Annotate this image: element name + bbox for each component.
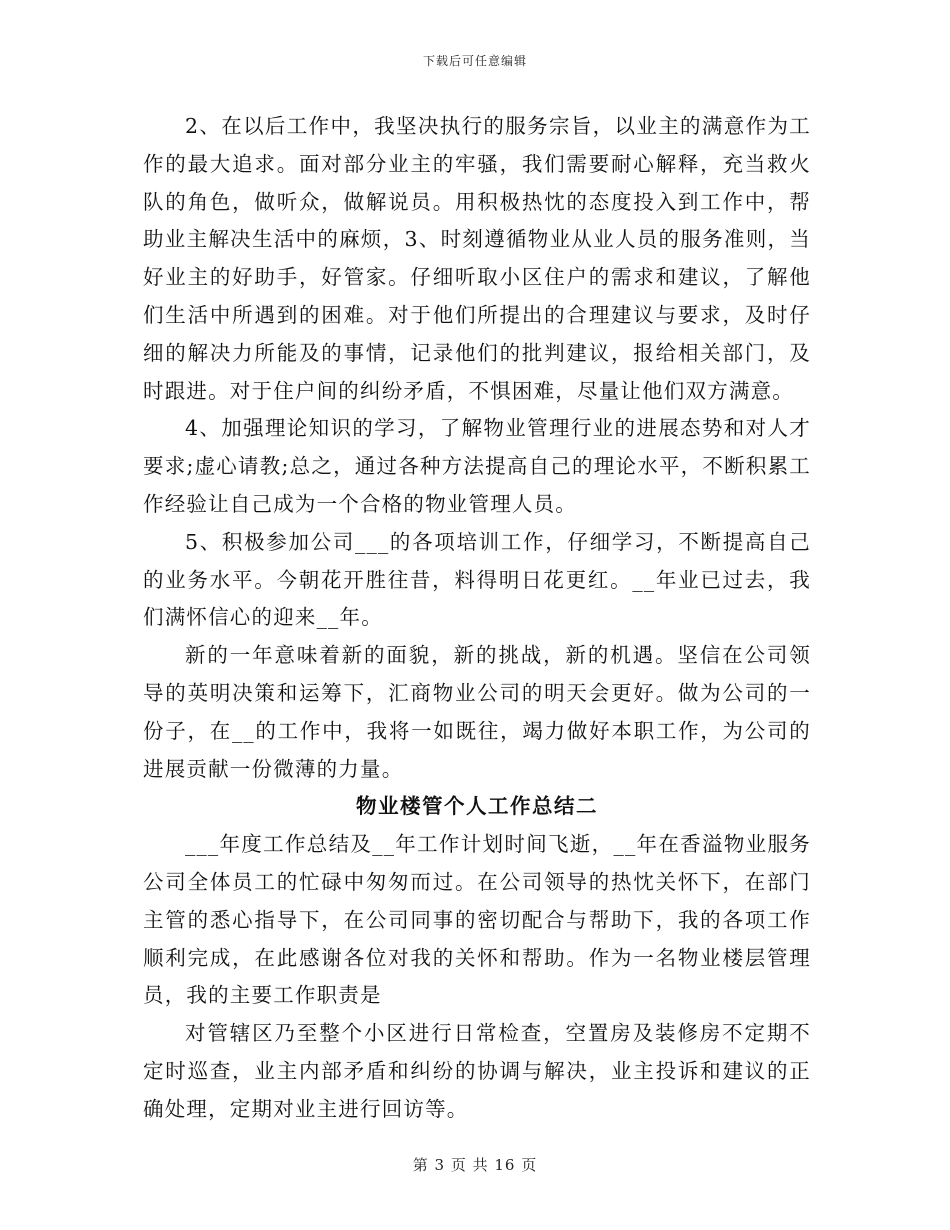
section-paragraph: ___年度工作总结及__年工作计划时间飞逝，__年在香溢物业服务公司全体员工的忙碌中匆匆而过。在公司领导的热忱关怀下，在部门主管的悉心指导下，在公司同事的密切配合与帮助下，我的各项工作顺利完成，在此感谢各位对我的关怀和帮助。作为一名物业楼层管理员，我的主要工作职责是: [143, 832, 811, 1008]
section-title: 物业楼管个人工作总结二: [356, 794, 598, 819]
body-paragraph: 5、积极参加公司___的各项培训工作，仔细学习，不断提高自己的业务水平。今朝花开胜往昔，料得明日花更红。__年业已过去，我们满怀信心的迎来__年。: [143, 529, 811, 630]
body-paragraph: 新的一年意味着新的面貌，新的挑战，新的机遇。坚信在公司领导的英明决策和运筹下，汇商物业公司的明天会更好。做为公司的一份子，在__的工作中，我将一如既往，竭力做好本职工作，为公司的进展贡献一份微薄的力量。: [143, 643, 811, 781]
body-paragraph: 2、在以后工作中，我坚决执行的服务宗旨，以业主的满意作为工作的最大追求。面对部分业主的牢骚，我们需要耐心解释，充当救火队的角色，做听众，做解说员。用积极热忱的态度投入到工作中，帮助业主解决生活中的麻烦，3、时刻遵循物业从业人员的服务准则，当好业主的好助手，好管家。仔细听取小区住户的需求和建议，了解他们生活中所遇到的困难。对于他们所提出的合理建议与要求，及时仔细的解决力所能及的事情，记录他们的批判建议，报给相关部门，及时跟进。对于住户间的纠纷矛盾，不惧困难，尽量让他们双方满意。: [143, 114, 811, 403]
page-number: 第 3 页 共 16 页: [412, 1156, 538, 1174]
body-paragraph: 4、加强理论知识的学习，了解物业管理行业的进展态势和对人才要求;虚心请教;总之，通过各种方法提高自己的理论水平，不断积累工作经验让自己成为一个合格的物业管理人员。: [143, 416, 811, 516]
document-body: [143, 108, 811, 1129]
section-paragraph: 对管辖区乃至整个小区进行日常检查，空置房及装修房不定期不定时巡查，业主内部矛盾和纠纷的协调与解决，业主投诉和建议的正确处理，定期对业主进行回访等。: [143, 1021, 811, 1121]
page-header: 下载后可任意编辑: [422, 54, 527, 68]
